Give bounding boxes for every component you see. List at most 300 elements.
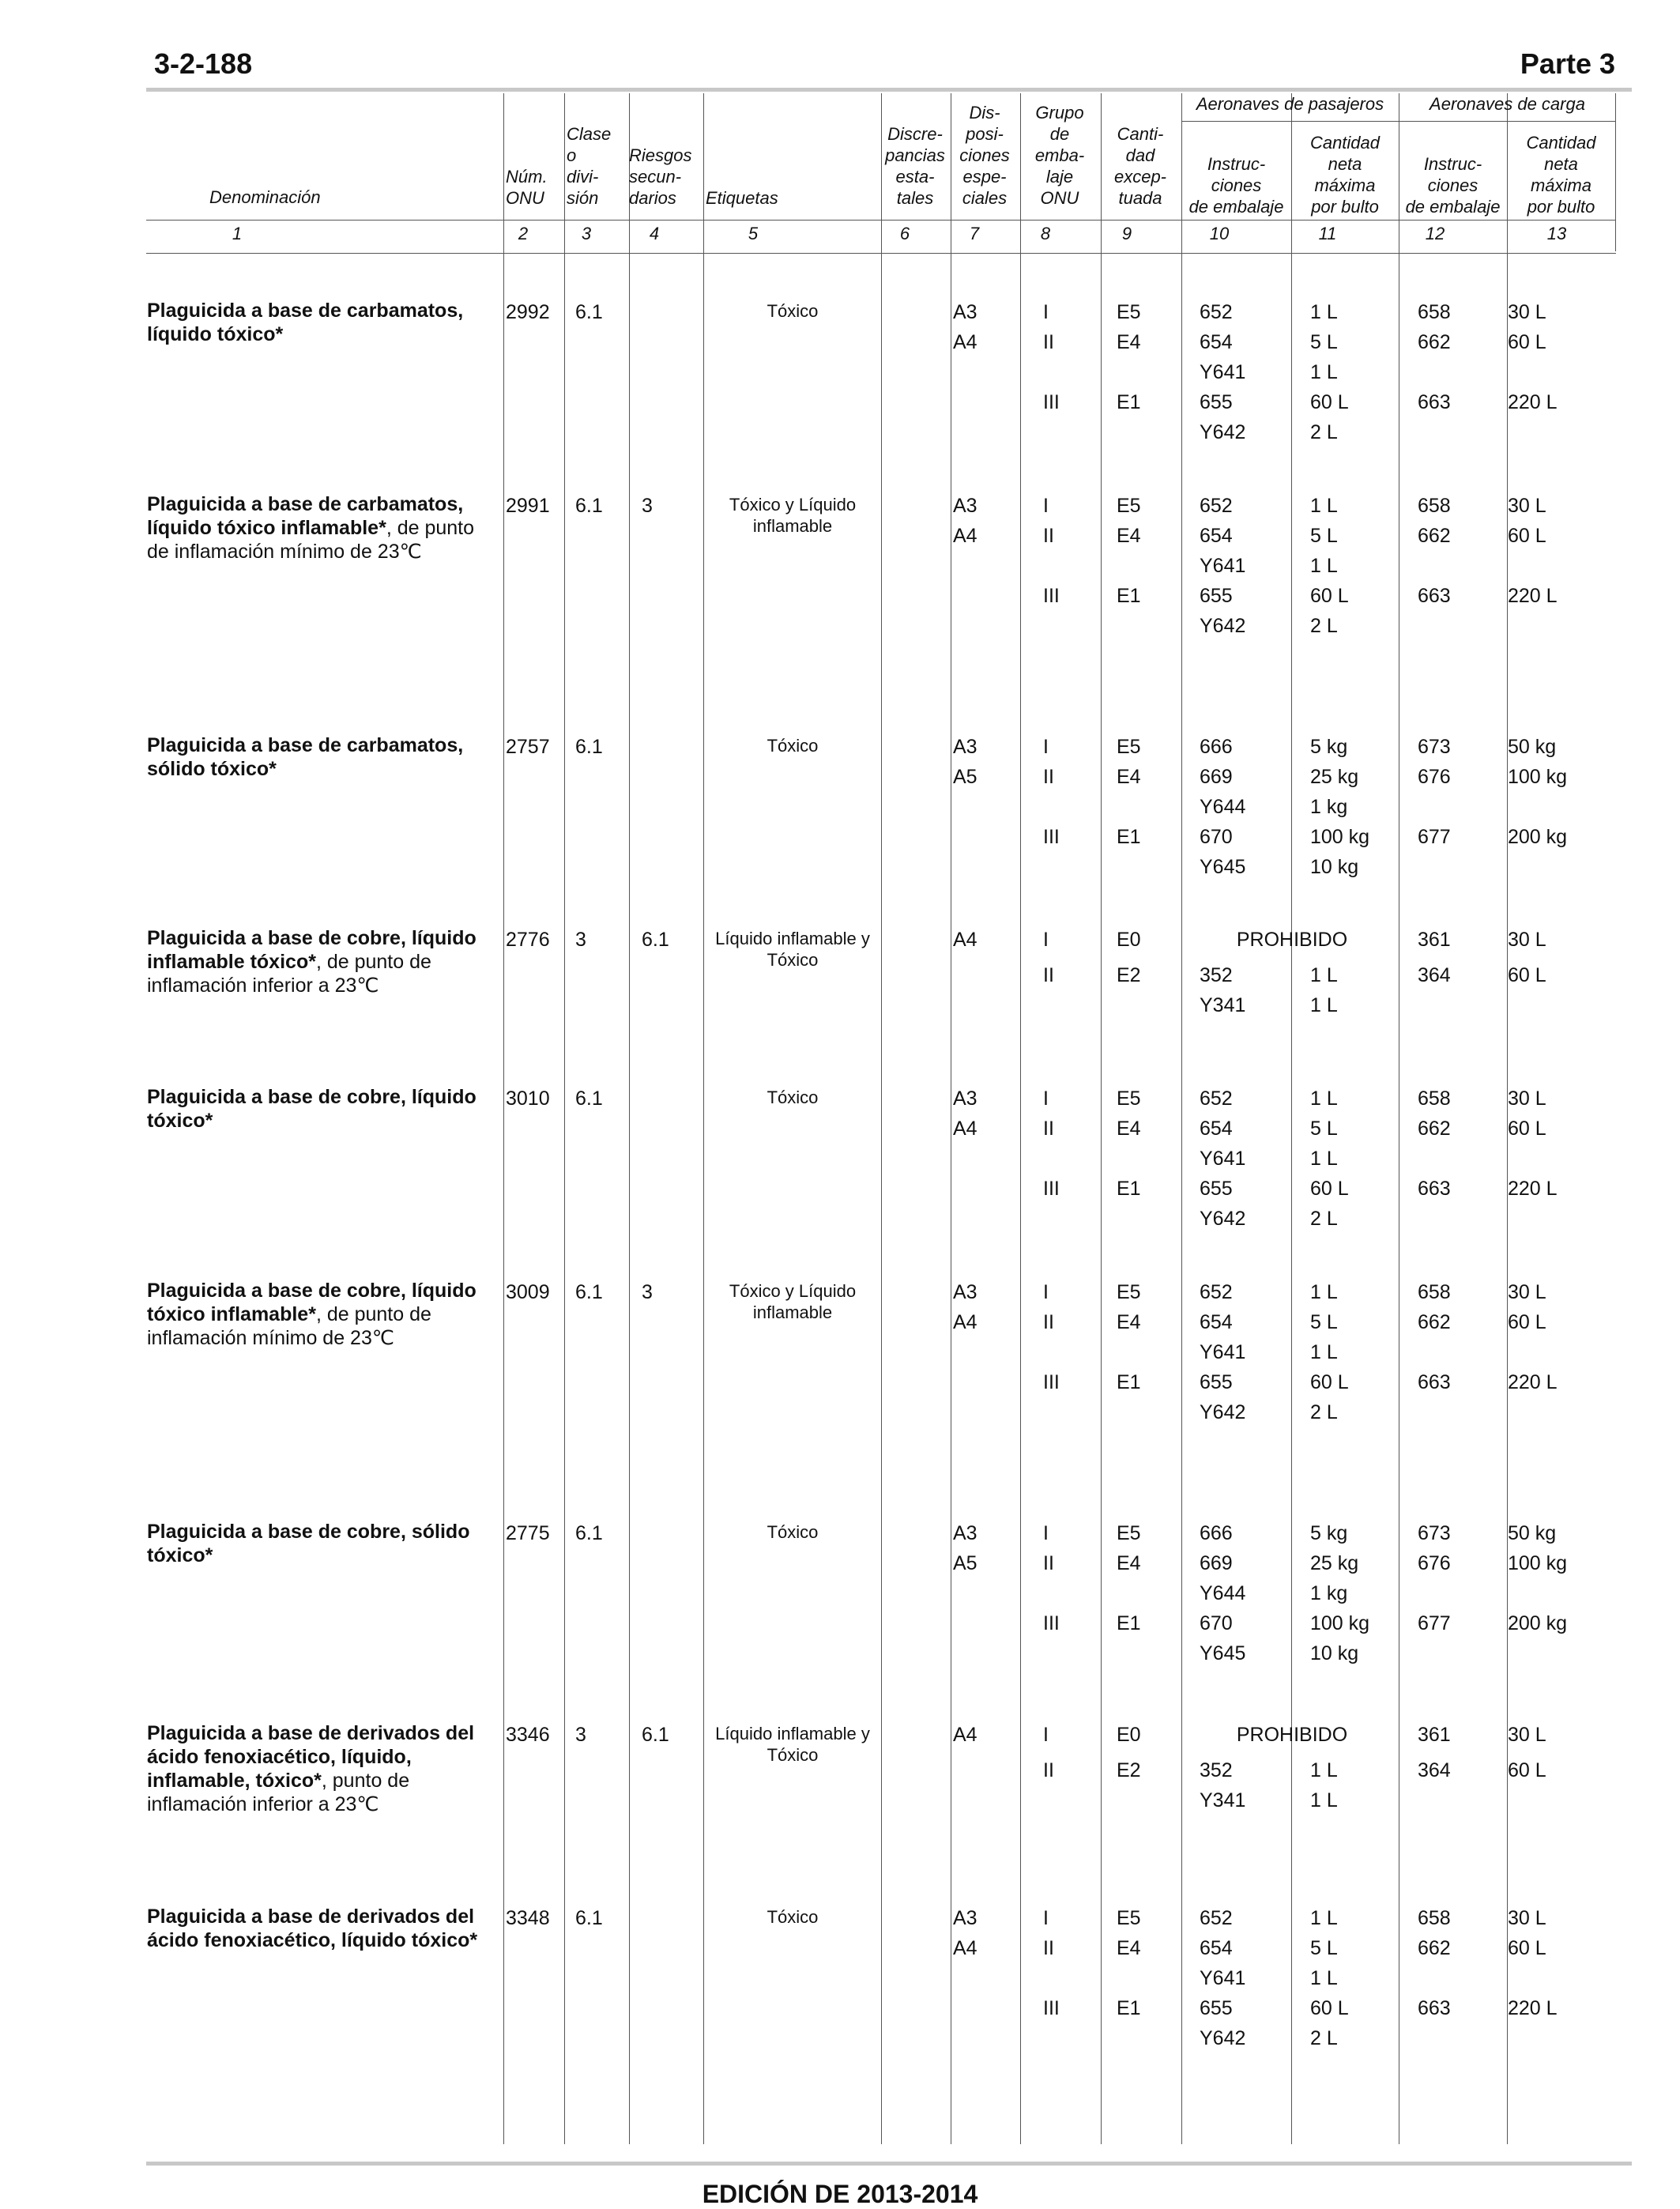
cargo-instruction: 663 — [1418, 1178, 1451, 1200]
passenger-instruction: Y642 — [1200, 1208, 1246, 1230]
passenger-max-qty: 60 L — [1310, 1178, 1349, 1200]
cargo-instruction: 658 — [1418, 495, 1451, 517]
packing-group: II — [1043, 1311, 1054, 1333]
class-division: 6.1 — [575, 301, 603, 323]
excepted-quantity: E1 — [1117, 826, 1141, 848]
cargo-max-qty: 220 L — [1508, 585, 1558, 607]
cargo-max-qty: 220 L — [1508, 1178, 1558, 1200]
passenger-instruction: Y641 — [1200, 555, 1246, 577]
cargo-instruction: 662 — [1418, 1311, 1451, 1333]
entry-name — [147, 299, 496, 346]
class-division: 6.1 — [575, 1522, 603, 1544]
cargo-instruction: 662 — [1418, 525, 1451, 547]
passenger-max-qty: 1 L — [1310, 301, 1338, 323]
cargo-instruction: 662 — [1418, 331, 1451, 353]
passenger-instruction: 655 — [1200, 391, 1233, 413]
column-divider — [503, 93, 504, 2144]
special-provision: A3 — [953, 301, 977, 323]
cargo-instruction: 662 — [1418, 1118, 1451, 1140]
special-provision: A4 — [953, 1311, 977, 1333]
header-clase: o — [567, 145, 577, 165]
entry-name — [147, 733, 496, 781]
packing-group: I — [1043, 495, 1049, 517]
header-etiquetas: Etiquetas — [706, 188, 778, 208]
entry-name-bold: Plaguicida a base de carbamatos, líquido tóxico* — [147, 300, 464, 345]
passenger-instruction: 654 — [1200, 1937, 1233, 1959]
special-provision: A3 — [953, 1907, 977, 1929]
header-denominacion: Denominación — [209, 187, 321, 207]
passenger-max-qty: 5 L — [1310, 1311, 1338, 1333]
column-number: 1 — [232, 224, 243, 243]
passenger-max-qty: 1 kg — [1310, 796, 1348, 818]
excepted-quantity: E1 — [1117, 1997, 1141, 2019]
passenger-max-qty: 1 L — [1310, 1907, 1338, 1929]
column-number: 2 — [518, 224, 529, 243]
cargo-max-qty: 30 L — [1508, 929, 1546, 951]
special-provision: A4 — [953, 1937, 977, 1959]
entry-name-rest: , punto de inflamación inferior a 23℃ — [147, 1770, 410, 1815]
packing-group: I — [1043, 929, 1049, 951]
packing-group: II — [1043, 525, 1054, 547]
passenger-max-qty: 1 L — [1310, 964, 1338, 986]
packing-group: II — [1043, 1937, 1054, 1959]
class-division: 6.1 — [575, 1088, 603, 1110]
passenger-max-qty: 2 L — [1310, 421, 1338, 443]
special-provision: A3 — [953, 736, 977, 758]
packing-group: I — [1043, 1724, 1049, 1746]
special-provision: A3 — [953, 1088, 977, 1110]
cargo-instruction: 673 — [1418, 1522, 1451, 1544]
column-divider — [1101, 93, 1102, 2144]
column-divider — [881, 93, 882, 2144]
header-disposiciones: ciones — [959, 145, 1010, 165]
special-provision: A5 — [953, 1552, 977, 1574]
header-grupo: laje — [1045, 167, 1074, 187]
cargo-max-qty: 30 L — [1508, 1088, 1546, 1110]
excepted-quantity: E1 — [1117, 585, 1141, 607]
special-provision: A5 — [953, 766, 977, 788]
packing-group: III — [1043, 585, 1060, 607]
passenger-instruction: 652 — [1200, 1088, 1233, 1110]
column-number: 13 — [1546, 224, 1567, 243]
cargo-max-qty: 50 kg — [1508, 1522, 1557, 1544]
packing-group: I — [1043, 1522, 1049, 1544]
passenger-max-qty: 2 L — [1310, 615, 1338, 637]
entry-name-bold: Plaguicida a base de carbamatos, líquido tóxico inflamable* — [147, 493, 464, 539]
passenger-instruction: Y641 — [1200, 1148, 1246, 1170]
cargo-instruction: 361 — [1418, 1724, 1451, 1746]
passenger-max-qty: 1 L — [1310, 1967, 1338, 1989]
packing-group: III — [1043, 826, 1060, 848]
column-number: 5 — [748, 224, 759, 243]
header-clase: Clase — [567, 124, 612, 144]
column-divider — [1181, 93, 1182, 2144]
header-riesgos: Riesgos — [629, 145, 692, 165]
cargo-max-qty: 200 kg — [1508, 826, 1568, 848]
header-instrucciones: ciones — [1211, 175, 1262, 195]
page-number: 3-2-188 — [154, 47, 253, 80]
header-rule — [146, 220, 1616, 221]
passenger-max-qty: 5 kg — [1310, 736, 1348, 758]
header-cantidad: Canti- — [1117, 124, 1164, 144]
column-number: 3 — [581, 224, 592, 243]
header-clase: sión — [567, 188, 599, 208]
column-number: 12 — [1425, 224, 1445, 243]
passenger-instruction: 654 — [1200, 331, 1233, 353]
header-pasajeros: Aeronaves de pasajeros — [1196, 94, 1384, 114]
hazard-label: Tóxico — [767, 1907, 819, 1927]
cargo-instruction: 676 — [1418, 1552, 1451, 1574]
cargo-max-qty: 60 L — [1508, 1937, 1546, 1959]
un-number: 2776 — [506, 929, 550, 951]
passenger-instruction: 652 — [1200, 1281, 1233, 1303]
header-instrucciones: Instruc- — [1423, 154, 1482, 174]
special-provision: A4 — [953, 1118, 977, 1140]
header-cantidad-neta: neta — [1328, 154, 1362, 174]
column-number: 7 — [969, 224, 980, 243]
passenger-max-qty: 1 L — [1310, 1148, 1338, 1170]
column-number: 9 — [1121, 224, 1132, 243]
cargo-max-qty: 220 L — [1508, 1997, 1558, 2019]
special-provision: A4 — [953, 525, 977, 547]
un-number: 3346 — [506, 1724, 550, 1746]
special-provision: A4 — [953, 331, 977, 353]
column-divider — [1615, 93, 1616, 251]
top-rule — [146, 88, 1632, 92]
passenger-instruction: Y641 — [1200, 361, 1246, 383]
passenger-instruction: Y642 — [1200, 2027, 1246, 2049]
subsidiary-risk: 6.1 — [642, 1724, 669, 1746]
cargo-max-qty: 30 L — [1508, 1907, 1546, 1929]
cargo-instruction: 658 — [1418, 1281, 1451, 1303]
excepted-quantity: E0 — [1117, 929, 1141, 951]
cargo-max-qty: 30 L — [1508, 301, 1546, 323]
passenger-instruction: 654 — [1200, 1311, 1233, 1333]
passenger-instruction: 669 — [1200, 766, 1233, 788]
header-instrucciones: ciones — [1427, 175, 1478, 195]
packing-group: II — [1043, 331, 1054, 353]
cargo-max-qty: 60 L — [1508, 331, 1546, 353]
packing-group: III — [1043, 1612, 1060, 1634]
header-instrucciones: Instruc- — [1207, 154, 1266, 174]
un-number: 3010 — [506, 1088, 550, 1110]
passenger-max-qty: 5 L — [1310, 331, 1338, 353]
cargo-max-qty: 220 L — [1508, 391, 1558, 413]
header-discrepancias: esta- — [895, 167, 935, 187]
passenger-instruction: 670 — [1200, 826, 1233, 848]
un-number: 2991 — [506, 495, 550, 517]
entry-name-bold: Plaguicida a base de cobre, líquido inflamable tóxico* — [147, 927, 477, 973]
un-number: 2775 — [506, 1522, 550, 1544]
cargo-max-qty: 60 L — [1508, 525, 1546, 547]
excepted-quantity: E4 — [1117, 525, 1141, 547]
packing-group: II — [1043, 766, 1054, 788]
entry-name-bold: Plaguicida a base de cobre, líquido tóxico inflamable* — [147, 1280, 477, 1325]
passenger-instruction: 655 — [1200, 1997, 1233, 2019]
header-num-onu: Núm. — [506, 167, 548, 187]
subsidiary-risk: 3 — [642, 495, 653, 517]
entry-name — [147, 1279, 496, 1350]
column-number: 4 — [649, 224, 660, 243]
column-divider — [629, 93, 630, 2144]
passenger-instruction: Y341 — [1200, 994, 1246, 1016]
passenger-max-qty: 25 kg — [1310, 1552, 1359, 1574]
header-discrepancias: Discre- — [887, 124, 943, 144]
passenger-max-qty: 60 L — [1310, 1997, 1349, 2019]
passenger-instruction: Y645 — [1200, 1642, 1246, 1664]
excepted-quantity: E4 — [1117, 766, 1141, 788]
header-grupo: ONU — [1040, 188, 1079, 208]
passenger-instruction: 652 — [1200, 495, 1233, 517]
excepted-quantity: E1 — [1117, 1371, 1141, 1393]
cargo-max-qty: 60 L — [1508, 1759, 1546, 1781]
header-cantidad-neta: máxima — [1314, 175, 1376, 195]
header-cantidad-neta: máxima — [1530, 175, 1591, 195]
passenger-instruction: Y341 — [1200, 1789, 1246, 1811]
header-disposiciones: espe- — [962, 167, 1007, 187]
header-cantidad-neta: Cantidad — [1526, 133, 1596, 153]
header-disposiciones: posi- — [966, 124, 1004, 144]
packing-group: III — [1043, 391, 1060, 413]
passenger-instruction: Y644 — [1200, 796, 1246, 818]
column-divider — [564, 93, 565, 2144]
passenger-max-qty: 1 kg — [1310, 1582, 1348, 1604]
passenger-instruction: Y641 — [1200, 1967, 1246, 1989]
passenger-max-qty: 1 L — [1310, 1789, 1338, 1811]
passenger-max-qty: 1 L — [1310, 994, 1338, 1016]
aeronaves-rule — [1181, 121, 1615, 122]
entry-name-bold: Plaguicida a base de derivados del ácido fenoxiacético, líquido, inflamable, tóxico* — [147, 1722, 475, 1792]
cargo-instruction: 677 — [1418, 1612, 1451, 1634]
cargo-instruction: 658 — [1418, 1088, 1451, 1110]
bottom-rule — [146, 2162, 1632, 2166]
excepted-quantity: E2 — [1117, 964, 1141, 986]
cargo-instruction: 361 — [1418, 929, 1451, 951]
cargo-instruction: 663 — [1418, 585, 1451, 607]
passenger-instruction: 670 — [1200, 1612, 1233, 1634]
excepted-quantity: E5 — [1117, 301, 1141, 323]
header-cantidad: excep- — [1113, 167, 1167, 187]
subsidiary-risk: 3 — [642, 1281, 653, 1303]
passenger-instruction: 654 — [1200, 1118, 1233, 1140]
passenger-instruction: Y642 — [1200, 421, 1246, 443]
passenger-instruction: 352 — [1200, 964, 1233, 986]
passenger-max-qty: 1 L — [1310, 495, 1338, 517]
column-number: 8 — [1040, 224, 1051, 243]
excepted-quantity: E4 — [1117, 1552, 1141, 1574]
passenger-max-qty: 1 L — [1310, 1341, 1338, 1363]
column-number: 11 — [1318, 224, 1337, 243]
cargo-instruction: 364 — [1418, 964, 1451, 986]
passenger-instruction: 666 — [1200, 736, 1233, 758]
excepted-quantity: E5 — [1117, 1907, 1141, 1929]
passenger-max-qty: 100 kg — [1310, 1612, 1370, 1634]
cargo-max-qty: 100 kg — [1508, 766, 1568, 788]
passenger-max-qty: 60 L — [1310, 391, 1349, 413]
passenger-max-qty: 60 L — [1310, 1371, 1349, 1393]
hazard-label: Tóxico y Líquido inflamable — [729, 1281, 857, 1322]
column-divider — [703, 93, 704, 2144]
packing-group: II — [1043, 1552, 1054, 1574]
header-cantidad-neta: Cantidad — [1309, 133, 1381, 153]
passenger-max-qty: 5 L — [1310, 1937, 1338, 1959]
un-number: 2992 — [506, 301, 550, 323]
excepted-quantity: E5 — [1117, 1522, 1141, 1544]
cargo-max-qty: 100 kg — [1508, 1552, 1568, 1574]
excepted-quantity: E5 — [1117, 1281, 1141, 1303]
packing-group: II — [1043, 964, 1054, 986]
cargo-instruction: 658 — [1418, 301, 1451, 323]
cargo-max-qty: 30 L — [1508, 1724, 1546, 1746]
part-label: Parte 3 — [1520, 47, 1615, 80]
passenger-max-qty: 5 kg — [1310, 1522, 1348, 1544]
passenger-instruction: Y641 — [1200, 1341, 1246, 1363]
cargo-max-qty: 200 kg — [1508, 1612, 1568, 1634]
cargo-instruction: 673 — [1418, 736, 1451, 758]
entry-name-rest: , de punto de inflamación inferior a 23℃ — [147, 951, 431, 997]
special-provision: A3 — [953, 1281, 977, 1303]
hazard-label: Tóxico — [767, 301, 819, 321]
passenger-max-qty: 2 L — [1310, 1208, 1338, 1230]
header-discrepancias: tales — [896, 188, 934, 208]
packing-group: II — [1043, 1759, 1054, 1781]
hazard-label: Tóxico — [767, 1522, 819, 1542]
passenger-max-qty: 1 L — [1310, 1281, 1338, 1303]
packing-group: I — [1043, 301, 1049, 323]
hazard-label: Tóxico y Líquido inflamable — [729, 495, 857, 536]
cargo-instruction: 677 — [1418, 826, 1451, 848]
header-rule — [146, 253, 1616, 254]
header-cantidad: tuada — [1118, 188, 1162, 208]
excepted-quantity: E0 — [1117, 1724, 1141, 1746]
column-divider — [1020, 93, 1021, 2144]
column-number: 10 — [1209, 224, 1230, 243]
cargo-max-qty: 30 L — [1508, 1281, 1546, 1303]
prohibido-label: PROHIBIDO — [1236, 929, 1348, 951]
cargo-max-qty: 60 L — [1508, 964, 1546, 986]
header-num-onu: ONU — [506, 188, 544, 208]
cargo-max-qty: 220 L — [1508, 1371, 1558, 1393]
entry-name-rest: , de punto de inflamación mínimo de 23℃ — [147, 517, 475, 563]
entry-name — [147, 1905, 496, 1952]
class-division: 6.1 — [575, 1281, 603, 1303]
entry-name-bold: Plaguicida a base de carbamatos, sólido tóxico* — [147, 734, 464, 780]
packing-group: I — [1043, 736, 1049, 758]
hazard-label: Líquido inflamable y Tóxico — [715, 929, 870, 970]
entry-name-bold: Plaguicida a base de cobre, sólido tóxico* — [147, 1521, 470, 1566]
passenger-max-qty: 1 L — [1310, 1088, 1338, 1110]
cargo-max-qty: 50 kg — [1508, 736, 1557, 758]
header-riesgos: secun- — [629, 167, 682, 187]
packing-group: II — [1043, 1118, 1054, 1140]
header-grupo: Grupo — [1035, 103, 1084, 123]
passenger-max-qty: 1 L — [1310, 555, 1338, 577]
cargo-instruction: 676 — [1418, 766, 1451, 788]
passenger-max-qty: 10 kg — [1310, 1642, 1359, 1664]
special-provision: A4 — [953, 1724, 977, 1746]
column-number: 6 — [899, 224, 910, 243]
passenger-max-qty: 10 kg — [1310, 856, 1359, 878]
class-division: 3 — [575, 1724, 586, 1746]
passenger-instruction: 655 — [1200, 1178, 1233, 1200]
excepted-quantity: E1 — [1117, 1612, 1141, 1634]
special-provision: A3 — [953, 1522, 977, 1544]
excepted-quantity: E1 — [1117, 1178, 1141, 1200]
excepted-quantity: E5 — [1117, 495, 1141, 517]
class-division: 6.1 — [575, 495, 603, 517]
packing-group: I — [1043, 1088, 1049, 1110]
cargo-instruction: 663 — [1418, 1371, 1451, 1393]
header-cantidad-neta: por bulto — [1311, 197, 1379, 217]
column-divider — [1291, 93, 1292, 2144]
header-riesgos: darios — [629, 188, 676, 208]
entry-name — [147, 1721, 496, 1816]
entry-name — [147, 492, 496, 564]
header-cantidad-neta: por bulto — [1527, 197, 1595, 217]
class-division: 6.1 — [575, 1907, 603, 1929]
passenger-max-qty: 60 L — [1310, 585, 1349, 607]
subsidiary-risk: 6.1 — [642, 929, 669, 951]
passenger-instruction: 666 — [1200, 1522, 1233, 1544]
excepted-quantity: E4 — [1117, 1118, 1141, 1140]
excepted-quantity: E1 — [1117, 391, 1141, 413]
passenger-max-qty: 25 kg — [1310, 766, 1359, 788]
edition-footer: EDICIÓN DE 2013-2014 — [702, 2180, 978, 2208]
passenger-instruction: 652 — [1200, 301, 1233, 323]
header-clase: divi- — [567, 167, 599, 187]
un-number: 3348 — [506, 1907, 550, 1929]
entry-name — [147, 1520, 496, 1567]
passenger-instruction: Y642 — [1200, 615, 1246, 637]
cargo-instruction: 663 — [1418, 391, 1451, 413]
header-carga: Aeronaves de carga — [1430, 94, 1585, 114]
passenger-max-qty: 5 L — [1310, 1118, 1338, 1140]
excepted-quantity: E4 — [1117, 331, 1141, 353]
passenger-instruction: 654 — [1200, 525, 1233, 547]
cargo-instruction: 662 — [1418, 1937, 1451, 1959]
prohibido-label: PROHIBIDO — [1236, 1724, 1348, 1746]
cargo-max-qty: 60 L — [1508, 1311, 1546, 1333]
passenger-instruction: Y642 — [1200, 1401, 1246, 1423]
class-division: 3 — [575, 929, 586, 951]
passenger-max-qty: 2 L — [1310, 2027, 1338, 2049]
passenger-max-qty: 100 kg — [1310, 826, 1370, 848]
header-grupo: emba- — [1034, 145, 1085, 165]
passenger-max-qty: 1 L — [1310, 361, 1338, 383]
passenger-max-qty: 1 L — [1310, 1759, 1338, 1781]
hazard-label: Líquido inflamable y Tóxico — [715, 1724, 870, 1765]
cargo-instruction: 658 — [1418, 1907, 1451, 1929]
hazard-label: Tóxico — [767, 736, 819, 756]
un-number: 3009 — [506, 1281, 550, 1303]
header-grupo: de — [1049, 124, 1070, 144]
cargo-max-qty: 60 L — [1508, 1118, 1546, 1140]
packing-group: III — [1043, 1178, 1060, 1200]
excepted-quantity: E5 — [1117, 736, 1141, 758]
cargo-instruction: 663 — [1418, 1997, 1451, 2019]
excepted-quantity: E4 — [1117, 1311, 1141, 1333]
un-number: 2757 — [506, 736, 550, 758]
packing-group: I — [1043, 1281, 1049, 1303]
passenger-instruction: 352 — [1200, 1759, 1233, 1781]
entry-name-bold: Plaguicida a base de cobre, líquido tóxico* — [147, 1086, 477, 1132]
cargo-instruction: 364 — [1418, 1759, 1451, 1781]
passenger-max-qty: 2 L — [1310, 1401, 1338, 1423]
header-cantidad-neta: neta — [1544, 154, 1578, 174]
passenger-instruction: Y644 — [1200, 1582, 1246, 1604]
header-disposiciones: Dis- — [969, 103, 1000, 123]
packing-group: III — [1043, 1997, 1060, 2019]
